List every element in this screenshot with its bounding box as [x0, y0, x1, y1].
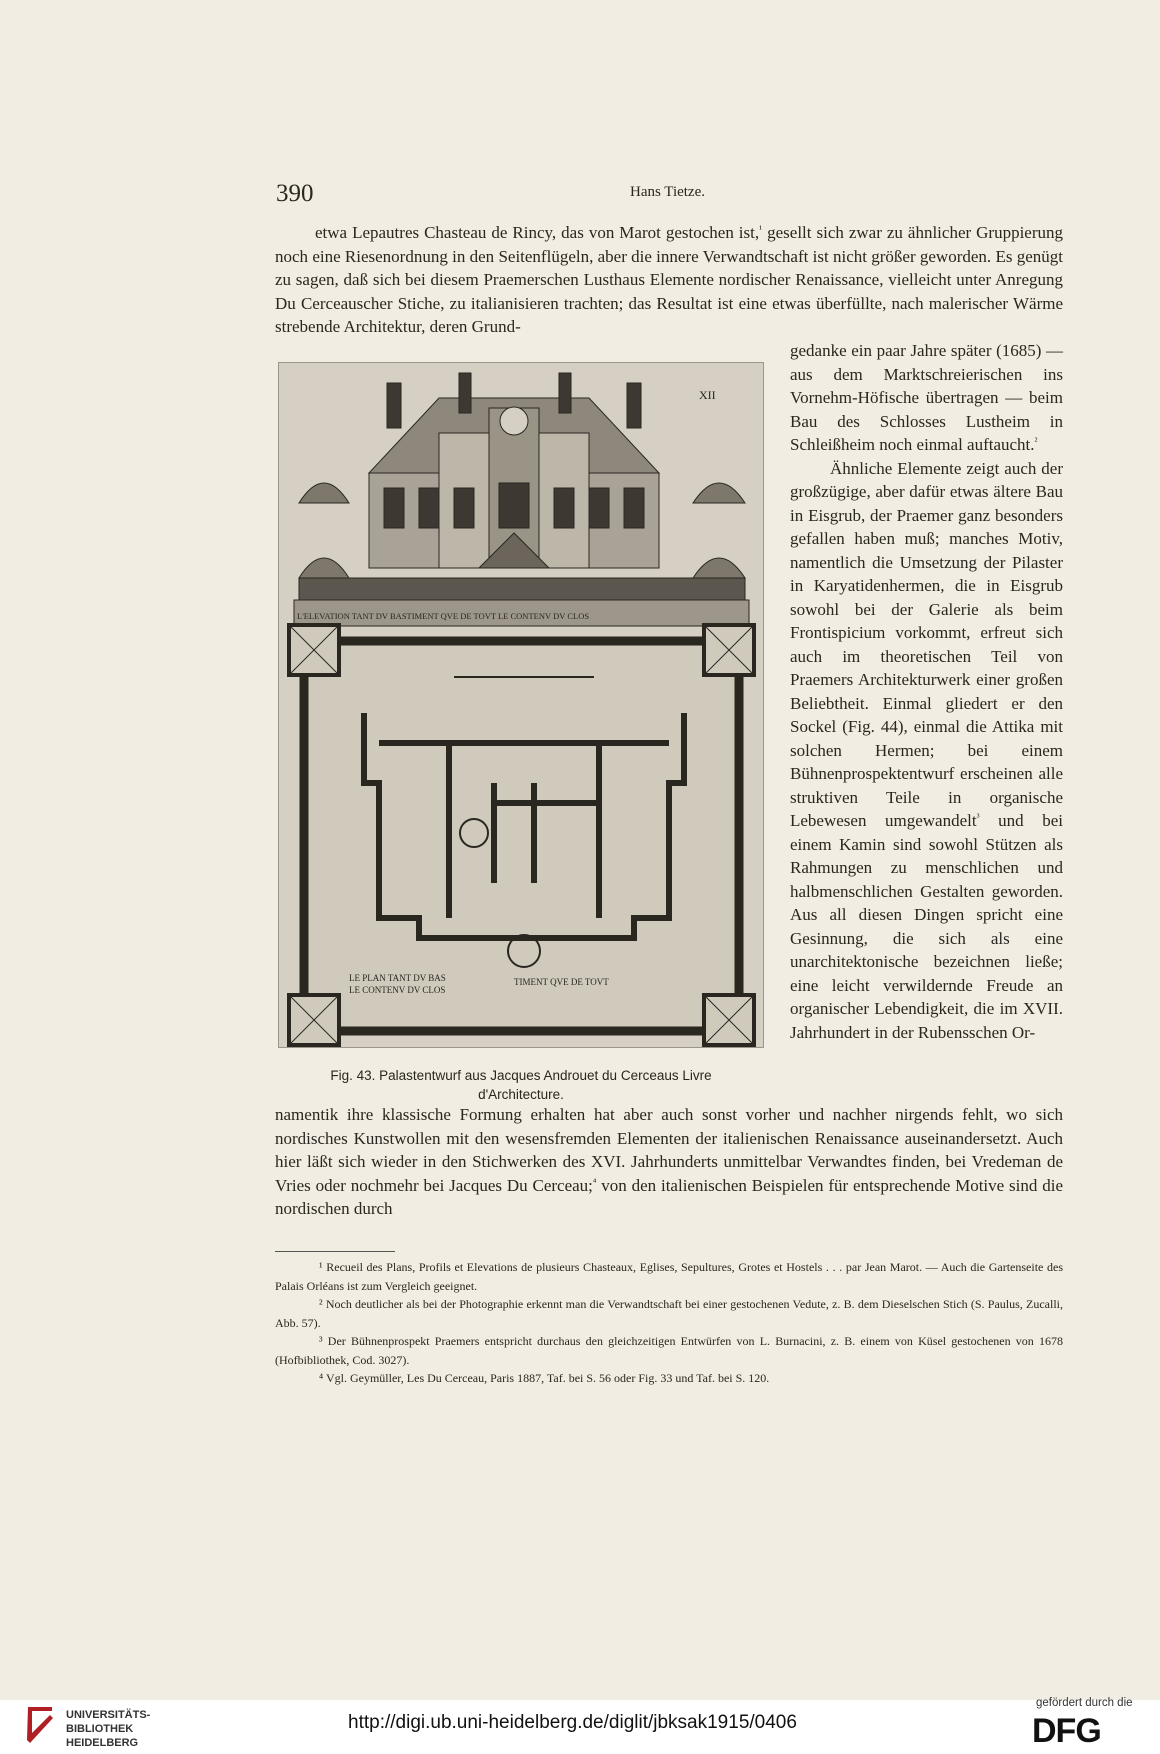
- footnote-rule: [275, 1251, 395, 1252]
- library-logo-icon: [22, 1703, 58, 1747]
- figure-caption: [278, 1066, 764, 1104]
- plan-label-left-2: LE CONTENV DV CLOS: [349, 985, 446, 995]
- caption-line-2: d'Architecture.: [478, 1087, 564, 1102]
- dfg-logo: DFG: [1032, 1712, 1101, 1750]
- funded-by-label: gefördert durch die: [1036, 1697, 1133, 1709]
- footnote-2: ² Noch deutlicher als bei der Photographie erkennt man die Verwandtschaft bei einer gestochenen Vedute, z. B. dem Dieselschen Stich (S. Paulus, Zucalli, Abb. 57).: [275, 1297, 1063, 1330]
- body-text-top: etwa Lepautres Chasteau de Rincy, das von Marot gestochen ist,$^{^1}$ gesellt sich zwar zu ähnlicher Gruppierung noch eine Riesenordnung in den Seitenflügeln, aber die innere Verwandtschaft ist nicht größer geworden. Es genügt zu sagen, daß sich bei diesem Praemerschen Lusthaus Elemente nordischer Renaissance, vielleicht unter Anregung Du Cerceauscher Stiche, zu italianisieren trachten; das Resultat ist eine etwas überfüllte, nach malerischer Wärme strebende Architektur, deren Grund-: [275, 223, 1064, 336]
- footnote-3: ³ Der Bühnenprospekt Praemers entspricht durchaus den gleichzeitigen Entwürfen von L. Burnacini, z. B. einem von Küsel gestochenen von 1678 (Hofbibliothek, Cod. 3027).: [275, 1334, 1063, 1367]
- plan-label-right: TIMENT QVE DE TOVT: [514, 977, 609, 987]
- caption-line-1: Fig. 43. Palastentwurf aus Jacques Androuet du Cerceaus Livre: [330, 1068, 712, 1083]
- permalink-url[interactable]: http://digi.ub.uni-heidelberg.de/diglit/jbksak1915/0406: [348, 1712, 797, 1733]
- running-head: Hans Tietze.: [630, 184, 705, 200]
- page-number: 390: [276, 180, 314, 207]
- footnotes: [275, 1258, 1063, 1388]
- figure-43-plate: [278, 362, 764, 1048]
- elevation-label: L'ELEVATION TANT DV BASTIMENT QVE DE TOVT LE CONTENV DV CLOS: [297, 611, 590, 621]
- body-text-column: gedanke ein paar Jahre später (1685) — aus dem Marktschreierischen ins Vornehm-Höfische übertragen — beim Bau des Schlosses Lustheim in Schleißheim noch einmal auftaucht.$^{^2}$ Ähnliche Elemente zeigt auch der großzügige, aber dafür etwas ältere Bau in Eisgrub, der Praemer ganz besonders gefallen haben muß; manches Motiv, namentlich die Umsetzung der Pilaster in Karyatidenhermen, die in Eisgrub sowohl bei der Galerie als beim Frontispicium vorkommt, erfreut sich auch im theoretischen Teil von Praemers Architekturwerk einer großen Beliebtheit. Einmal gliedert er den Sockel (Fig. 44), einmal die Attika mit solchen Hermen; bei einem Bühnenprospektentwurf erscheinen alle struktiven Teile in organische Lebewesen umgewandelt$^{^3}$ und bei einem Kamin sind sowohl Stützen als Rahmungen zu menschlichen und halbmenschlichen Gestalten geworden. Aus all diesen Dingen spricht eine Gesinnung, die sich als eine unarchitektonische bezeichnen ließe; eine leicht verwildernde Freude an organischer Lebendigkeit, die im XVII. Jahrhundert in der Rubensschen Or-: [790, 341, 1063, 1042]
- body-text-bottom: namentik ihre klassische Formung erhalten hat aber auch sonst vorher und nachher nirgends fehlt, wo sich nordisches Kunstwollen mit den wesensfremden Elementen der italienischen Renaissance auseinandersetzt. Auch hier läßt sich wieder in den Stichwerken des XVI. Jahrhunderts unmittelbar Verwandtes finden, bei Vredeman de Vries oder nochmehr bei Jacques Du Cerceau;$^{^4}$ von den italienischen Beispielen für entsprechende Motive sind die nordischen durch: [275, 1105, 1063, 1218]
- footnote-1: ¹ Recueil des Plans, Profils et Elevations de plusieurs Chasteaux, Eglises, Sepultures, Grotes et Hostels . . . par Jean Marot. — Auch die Gartenseite des Palais Orléans ist zum Vergleich geeignet.: [275, 1260, 1063, 1293]
- plate-number: XII: [699, 388, 716, 402]
- architectural-engraving: [279, 363, 763, 1047]
- institution-name: UNIVERSITÄTS- BIBLIOTHEK HEIDELBERG: [66, 1709, 151, 1749]
- footnote-4: ⁴ Vgl. Geymüller, Les Du Cerceau, Paris 1887, Taf. bei S. 56 oder Fig. 33 und Taf. bei S. 120.: [319, 1371, 770, 1385]
- plan-label-left-1: LE PLAN TANT DV BAS: [349, 973, 446, 983]
